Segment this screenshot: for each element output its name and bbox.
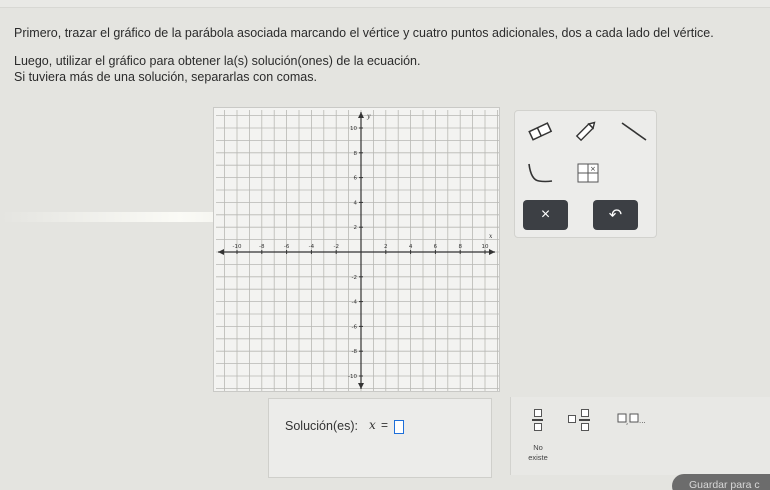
mixed-number-key[interactable]	[568, 409, 594, 433]
y-tick-label: -6	[351, 324, 357, 331]
x-tick-label: -2	[333, 244, 339, 250]
instruction-line-3: Si tuviera más de una solución, separarlas con comas.	[14, 70, 317, 84]
y-tick-label: -10	[348, 374, 357, 380]
solution-variable: x	[369, 418, 376, 432]
y-tick-label: 2	[353, 225, 357, 232]
x-tick-label: -8	[259, 244, 265, 250]
mixed-fraction	[579, 409, 590, 431]
y-tick-label: -4	[351, 299, 357, 306]
instruction-line-2: Luego, utilizar el gráfico para obtener la(s) solución(ones) de la ecuación.	[14, 54, 421, 68]
denominator-slot	[581, 423, 589, 431]
x-axis-arrow-left	[218, 249, 224, 255]
comma-list-icon	[617, 413, 651, 425]
numerator-slot	[581, 409, 589, 417]
y-tick-label: 10	[350, 126, 357, 132]
y-axis-label: y	[367, 113, 371, 120]
x-axis-arrow-right	[489, 249, 495, 255]
math-keypad	[510, 397, 770, 475]
x-tick-label: -10	[232, 244, 242, 250]
y-tick-label: 4	[353, 200, 357, 207]
x-tick-label: 8	[458, 244, 462, 250]
instructions	[14, 26, 764, 86]
top-strip	[0, 0, 770, 8]
instruction-line-1: Primero, trazar el gráfico de la parábola asociada marcando el vértice y cuatro puntos adicionales, dos a cada lado del vértice.	[14, 26, 714, 40]
answer-panel	[268, 398, 492, 478]
y-tick-label: 6	[353, 175, 357, 182]
parabola-tool-icon	[525, 161, 555, 185]
line-tool[interactable]	[617, 117, 651, 145]
denominator-slot	[534, 423, 542, 431]
no-solution-key[interactable]	[521, 443, 555, 463]
coordinate-plane[interactable]	[214, 108, 501, 393]
solution-label: Solución(es):	[285, 419, 358, 433]
pencil-icon	[573, 120, 599, 142]
parabola-tool[interactable]	[523, 159, 557, 187]
eraser-icon	[527, 121, 553, 141]
fraction-bar	[579, 419, 590, 421]
x-tick-label: -6	[283, 244, 290, 250]
graph-tool-panel	[514, 110, 657, 238]
solution-input[interactable]	[394, 420, 404, 434]
x-axis-label: x	[489, 233, 493, 240]
numerator-slot	[534, 409, 542, 417]
svg-text:,: ,	[626, 418, 629, 425]
x-tick-label: -4	[308, 244, 315, 250]
whole-slot	[568, 415, 576, 423]
fraction-key[interactable]	[532, 409, 543, 431]
y-tick-label: -8	[351, 349, 357, 356]
x-tick-label: 6	[433, 244, 438, 250]
point-tool-icon	[575, 161, 601, 185]
x-tick-label: 4	[408, 244, 413, 250]
no-solution-line-2: existe	[528, 453, 548, 462]
graph-canvas[interactable]	[213, 107, 500, 392]
y-tick-label: 8	[353, 150, 357, 157]
pencil-tool[interactable]	[569, 117, 603, 145]
svg-text:...: ...	[639, 417, 646, 425]
save-button[interactable]: Guardar para c	[672, 474, 770, 490]
svg-text:×: ×	[590, 165, 596, 173]
solution-equals: =	[381, 418, 389, 432]
list-key[interactable]	[617, 412, 651, 424]
fraction-bar	[532, 419, 543, 421]
no-solution-line-1: No	[533, 443, 543, 452]
x-tick-label: 2	[384, 244, 388, 250]
eraser-tool[interactable]	[523, 117, 557, 145]
undo-button[interactable]: ↶	[593, 200, 638, 230]
y-tick-label: -2	[351, 274, 357, 281]
clear-button[interactable]: ×	[523, 200, 568, 230]
x-tick-label: 10	[481, 244, 489, 250]
line-tool-icon	[619, 120, 649, 142]
point-tool[interactable]	[571, 159, 605, 187]
y-axis-arrow-up	[358, 112, 364, 118]
